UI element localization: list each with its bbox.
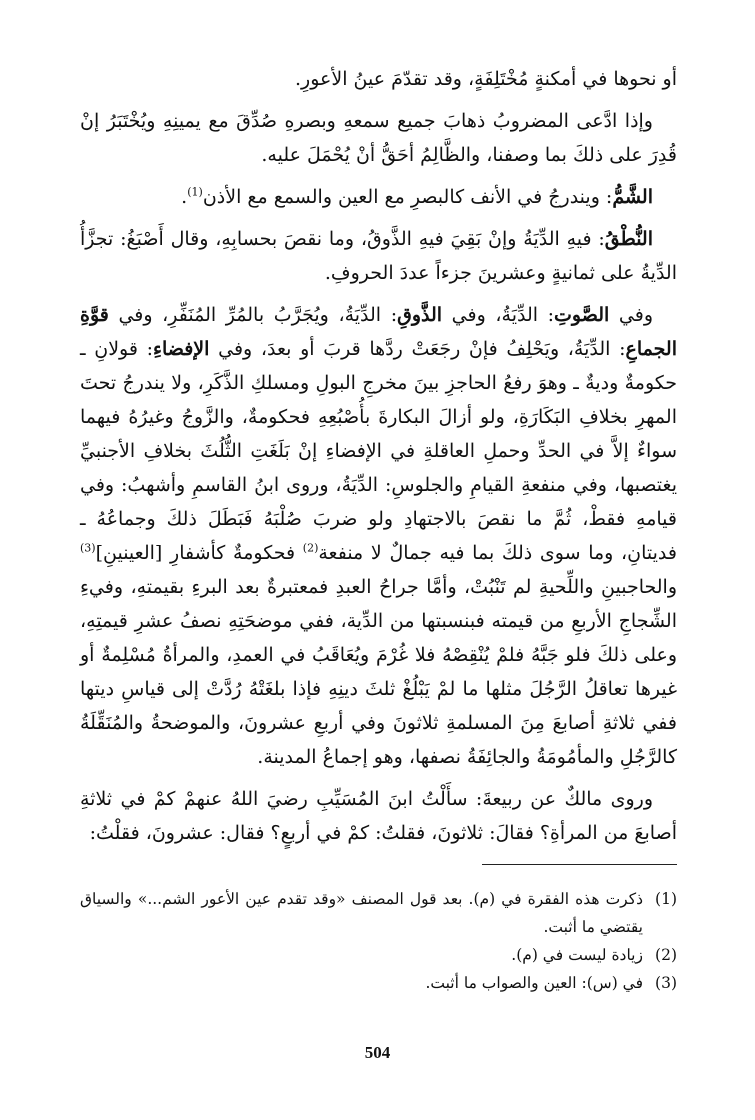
- footnote: [80, 969, 677, 997]
- term-heading: النُّطْقُ: [604, 228, 653, 250]
- footnote-number: (2): [655, 946, 677, 964]
- footnote-ref: (1): [187, 185, 203, 199]
- text-segment: : ويندرجُ في الأنف كالبصرِ مع العين والسمع مع الأذن: [202, 186, 613, 208]
- term-heading: قوَّةِ الجماعِ: [80, 304, 677, 360]
- paragraph: [80, 782, 677, 850]
- footnote-ref: (2): [302, 541, 319, 555]
- paragraph: [80, 62, 677, 96]
- paragraph: [80, 180, 677, 214]
- footnote-ref: (3): [80, 541, 96, 555]
- term-heading: الإفضاءِ: [153, 338, 210, 360]
- text-segment: : الدِّيَةُ، ويَحْلِفُ فإنْ رجَعَتْ ردَّها قربَ أو بعدَ، وفي: [209, 338, 626, 360]
- text-segment: : قولانِ ـ حكومةٌ وديةٌ ـ وهوَ رفعُ الحاجزِ بينَ مخرجِ البولِ ومسلكِ الذَّكَرِ، ولا يندرجُ تحتَ المهرِ بخلافِ البَكَارَةِ، ولو أزالَ البكارةَ بأُصْبُعِهِ فحكومةٌ، والزَّوجُ وغيرُهُ فيهما سواءٌ إلاَّ في الحدِّ وحملِ العاقلةِ في الإفضاءِ إنْ بَلَغَتِ الثُّلُثَ بخلافِ الأجنبيِّ يغتصبها، وفي منفعةِ القيامِ والجلوسِ: الدِّيَةُ، وروى ابنُ القاسمِ وأشهبُ: وفي قيامهِ فقطْ، ثُمَّ ما نقصَ بالاجتهادِ ولو ضربَ صُلْبَهُ فَبَطَلَ ذلكَ وجماعُهُ ـ فديتانِ، وما سوى ذلكَ بما فيه جمالٌ لا منفعة: [80, 338, 677, 564]
- text-segment: والحاجبينِ واللِّحيةِ لم تَنْبُتْ، وأمَّا جراحُ العبدِ فمعتبرةٌ بعد البرءِ بقيمتهِ، وفيءِ الشِّجاجِ الأربعِ من قيمته فبنسبتها من الدِّية، ففي موضحَتِهِ نصفُ عشرِ قيمتِهِ، وعلى ذلكَ فلو جَبَّهُ فلمْ يُنْقِصْهُ فلا غُرْمَ ويُعَاقَبُ في العمدِ، والمرأةُ مُسْلِمةٌ أو غيرها تعاقلُ الرَّجُلَ مثلها ما لمْ يَبْلُغْ ثلثَ دينِهِ فإذا بلغَتْهُ رُدَّتْ إلى قياسِ ديتها ففي ثلاثةِ أصابعَ مِنَ المسلمةِ ثلاثونَ وفي أربعِ عشرونَ، والموضحةُ والمُنَقِّلَةُ كالرَّجُلِ والمأمُومَةُ والجائِفَةُ نصفها، وهو إجماعُ المدينة.: [80, 576, 677, 768]
- footnote-number: (1): [655, 890, 677, 908]
- paragraph: [80, 104, 677, 172]
- paragraph: [80, 298, 677, 774]
- footnotes: [80, 885, 677, 997]
- text-segment: : الدِّيَةُ، ويُجَرَّبُ بالمُرِّ المُنَفِّرِ، وفي: [108, 304, 398, 326]
- text-segment: وإذا ادَّعى المضروبُ ذهابَ جميع سمعهِ وبصرهِ صُدِّقَ مع يمينِهِ ويُخْتَبَرُ إنْ قُدِرَ على ذلكَ بما وصفنا، والظَّالِمُ أحَقُّ أنْ يُحْمَلَ عليه.: [80, 110, 677, 166]
- term-heading: الصَّوتِ: [554, 304, 610, 326]
- text-segment: أو نحوها في أمكنةٍ مُخْتَلِفَةٍ، وقد تقدّمَ عينُ الأعورِ.: [294, 68, 677, 90]
- footnote-text: زيادة ليست في (م).: [511, 946, 643, 964]
- paragraph: [80, 222, 677, 290]
- main-text: [80, 62, 677, 850]
- footnote: [80, 885, 677, 941]
- footnote-number: (3): [655, 974, 677, 992]
- text-segment: .: [181, 186, 188, 208]
- term-heading: الشَّمُّ: [612, 186, 653, 208]
- term-heading: الذَّوقِ: [397, 304, 443, 326]
- text-segment: : الدِّيَةُ، وفي: [442, 304, 555, 326]
- footnote: [80, 941, 677, 969]
- text-segment: : فيهِ الدِّيَةُ وإنْ بَقِيَ فيهِ الذَّوقُ، وما نقصَ بحسابِهِ، وقال أَصْبَغُ: تجزَّأُ الدِّيةُ على ثمانيةٍ وعشرينَ جزءاً عددَ الحروفِ.: [80, 228, 677, 284]
- page-number: 504: [364, 1043, 391, 1062]
- text-segment: فحكومةٌ كأشفارِ [العينينِ]: [95, 542, 303, 564]
- text-segment: وروى مالكٌ عن ربيعةَ: سأَلْتُ ابنَ المُسَيِّبِ رضيَ اللهُ عنهمْ كمْ في ثلاثةِ أصابعَ من المرأةِ؟ فقالَ: ثلاثونَ، فقلتُ: كمْ في أربعٍ؟ فقال: عشرونَ، فقلْتُ:: [80, 788, 677, 844]
- footnote-text: ذكرت هذه الفقرة في (م). بعد قول المصنف «وقد تقدم عين الأعور الشم...» والسياق يقتضي ما أثبت.: [80, 890, 643, 936]
- footnote-text: في (س): العين والصواب ما أثبت.: [425, 974, 643, 992]
- footnote-separator: [482, 864, 677, 865]
- text-segment: وفي: [609, 304, 653, 326]
